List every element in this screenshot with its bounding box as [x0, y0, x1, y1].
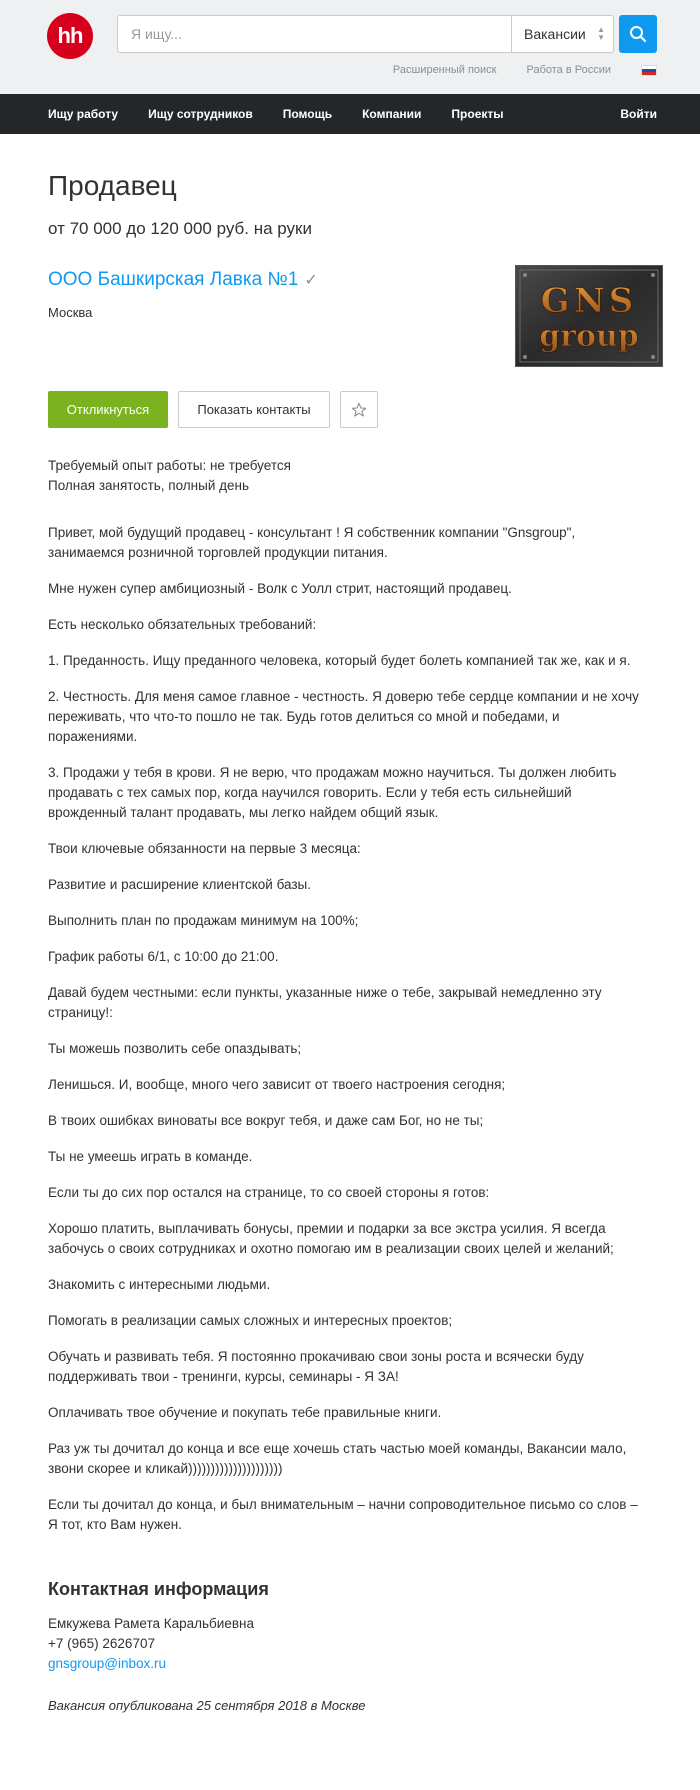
description-paragraph: Знакомить с интересными людьми.	[48, 1277, 271, 1292]
show-contacts-button[interactable]: Показать контакты	[178, 391, 330, 428]
description-paragraph: Хорошо платить, выплачивать бонусы, премии и подарки за все экстра усилия. Я всегда забочусь о своих сотрудниках и охотно помогаю им в реализации своих целей и желаний;	[48, 1221, 614, 1256]
login-link[interactable]: Войти	[620, 107, 657, 121]
nav-item-projects[interactable]: Проекты	[451, 107, 504, 121]
search-box	[117, 15, 614, 53]
description-paragraph: 1. Преданность. Ищу преданного человека, который будет болеть компанией так же, как и я.	[48, 653, 631, 668]
vacancy-title: Продавец	[48, 170, 177, 201]
vacancy-description	[48, 523, 648, 1535]
select-arrows-icon: ▲ ▼	[597, 25, 605, 42]
verified-check-icon: ✓	[304, 272, 318, 289]
nav-item-help[interactable]: Помощь	[282, 107, 333, 121]
gns-group-logo-image	[516, 266, 662, 366]
description-paragraph: 2. Честность. Для меня самое главное - честность. Я доверю тебе сердце компании и не хочу переживать, что что-то пошло не так. Будь готов делиться со мной и победами, и поражениями.	[48, 689, 639, 744]
nav-item-companies[interactable]: Компании	[362, 107, 422, 121]
search-icon	[629, 25, 647, 43]
description-paragraph: Если ты дочитал до конца, и был внимательным – начни сопроводительное письмо со слов – Я тот, кто Вам нужен.	[48, 1497, 638, 1532]
description-paragraph: В твоих ошибках виноваты все вокруг тебя, и даже сам Бог, но не ты;	[48, 1113, 484, 1128]
description-paragraph: Развитие и расширение клиентской базы.	[48, 877, 311, 892]
description-paragraph: Твои ключевые обязанности на первые 3 месяца:	[48, 841, 361, 856]
description-paragraph: Выполнить план по продажам минимум на 100%;	[48, 913, 359, 928]
contact-name: Емкужева Рамета Каральбиевна	[48, 1616, 254, 1631]
contact-email-link[interactable]: gnsgroup@inbox.ru	[48, 1656, 167, 1671]
vacancy-content	[48, 170, 658, 1713]
header-sublinks	[393, 64, 657, 76]
description-paragraph: 3. Продажи у тебя в крови. Я не верю, что продажам можно научиться. Ты должен любить продавать с тех самых пор, когда научился говорить. Если у тебя есть сильнейший врожденный талант продавать, мы легко найдем общий язык.	[48, 765, 617, 820]
company-logo[interactable]	[515, 265, 663, 367]
description-paragraph: Обучать и развивать тебя. Я постоянно прокачиваю свои зоны роста и всячески буду поддерживать твои - тренинги, курсы, семинары - Я ЗА!	[48, 1349, 584, 1384]
svg-text:group: group	[539, 319, 639, 354]
contacts-title: Контактная информация	[48, 1579, 269, 1599]
description-paragraph: Оплачивать твое обучение и покупать тебе правильные книги.	[48, 1405, 442, 1420]
description-paragraph: Если ты до сих пор остался на странице, то со своей стороны я готов:	[48, 1185, 490, 1200]
favorite-button[interactable]	[340, 391, 378, 428]
russia-flag-icon[interactable]	[641, 65, 657, 76]
search-input[interactable]	[118, 16, 511, 52]
description-paragraph: Помогать в реализации самых сложных и интересных проектов;	[48, 1313, 453, 1328]
header	[0, 0, 700, 94]
experience-requirement: Требуемый опыт работы: не требуется	[48, 458, 291, 473]
action-buttons	[48, 391, 658, 428]
description-paragraph: График работы 6/1, с 10:00 до 21:00.	[48, 949, 279, 964]
description-paragraph: Раз уж ты дочитал до конца и все еще хочешь стать частью моей команды, Вакансии мало, звони скорее и кликай)))))))))))))))))))))	[48, 1441, 627, 1476]
star-icon	[351, 402, 367, 418]
description-paragraph: Есть несколько обязательных требований:	[48, 617, 317, 632]
company-name[interactable]: ООО Башкирская Лавка №1	[48, 269, 299, 290]
company-city: Москва	[48, 305, 93, 320]
contacts-block	[48, 1614, 658, 1674]
search-button[interactable]	[619, 15, 657, 53]
search-category-select[interactable]	[511, 16, 614, 52]
nav-item-find-employees[interactable]: Ищу сотрудников	[148, 107, 253, 121]
publication-date: Вакансия опубликована 25 сентября 2018 в Москве	[48, 1698, 366, 1713]
svg-text:GNS: GNS	[540, 281, 638, 321]
region-link[interactable]: Работа в России	[526, 64, 611, 76]
company-block	[48, 269, 658, 389]
main-nav	[0, 94, 700, 134]
employment-type: Полная занятость, полный день	[48, 478, 250, 493]
advanced-search-link[interactable]: Расширенный поиск	[392, 64, 497, 76]
vacancy-meta	[48, 456, 658, 496]
description-paragraph: Ты не умеешь играть в команде.	[48, 1149, 253, 1164]
vacancy-salary: от 70 000 до 120 000 руб. на руки	[48, 219, 312, 238]
search-category-label: Вакансии	[524, 26, 586, 42]
respond-button[interactable]: Откликнуться	[48, 391, 168, 428]
description-paragraph: Привет, мой будущий продавец - консультант ! Я собственник компании "Gnsgroup", занимаемся розничной торговлей продукции питания.	[48, 525, 576, 560]
description-paragraph: Мне нужен супер амбициозный - Волк с Уолл стрит, настоящий продавец.	[48, 581, 512, 596]
contact-phone[interactable]: +7 (965) 2626707	[48, 1636, 155, 1651]
hh-logo[interactable]: hh	[47, 13, 93, 59]
nav-item-find-job[interactable]: Ищу работу	[48, 107, 119, 121]
description-paragraph: Давай будем честными: если пункты, указанные ниже о тебе, закрывай немедленно эту страницу!:	[48, 985, 602, 1020]
description-paragraph: Ты можешь позволить себе опаздывать;	[48, 1041, 302, 1056]
description-paragraph: Ленишься. И, вообще, много чего зависит от твоего настроения сегодня;	[48, 1077, 506, 1092]
